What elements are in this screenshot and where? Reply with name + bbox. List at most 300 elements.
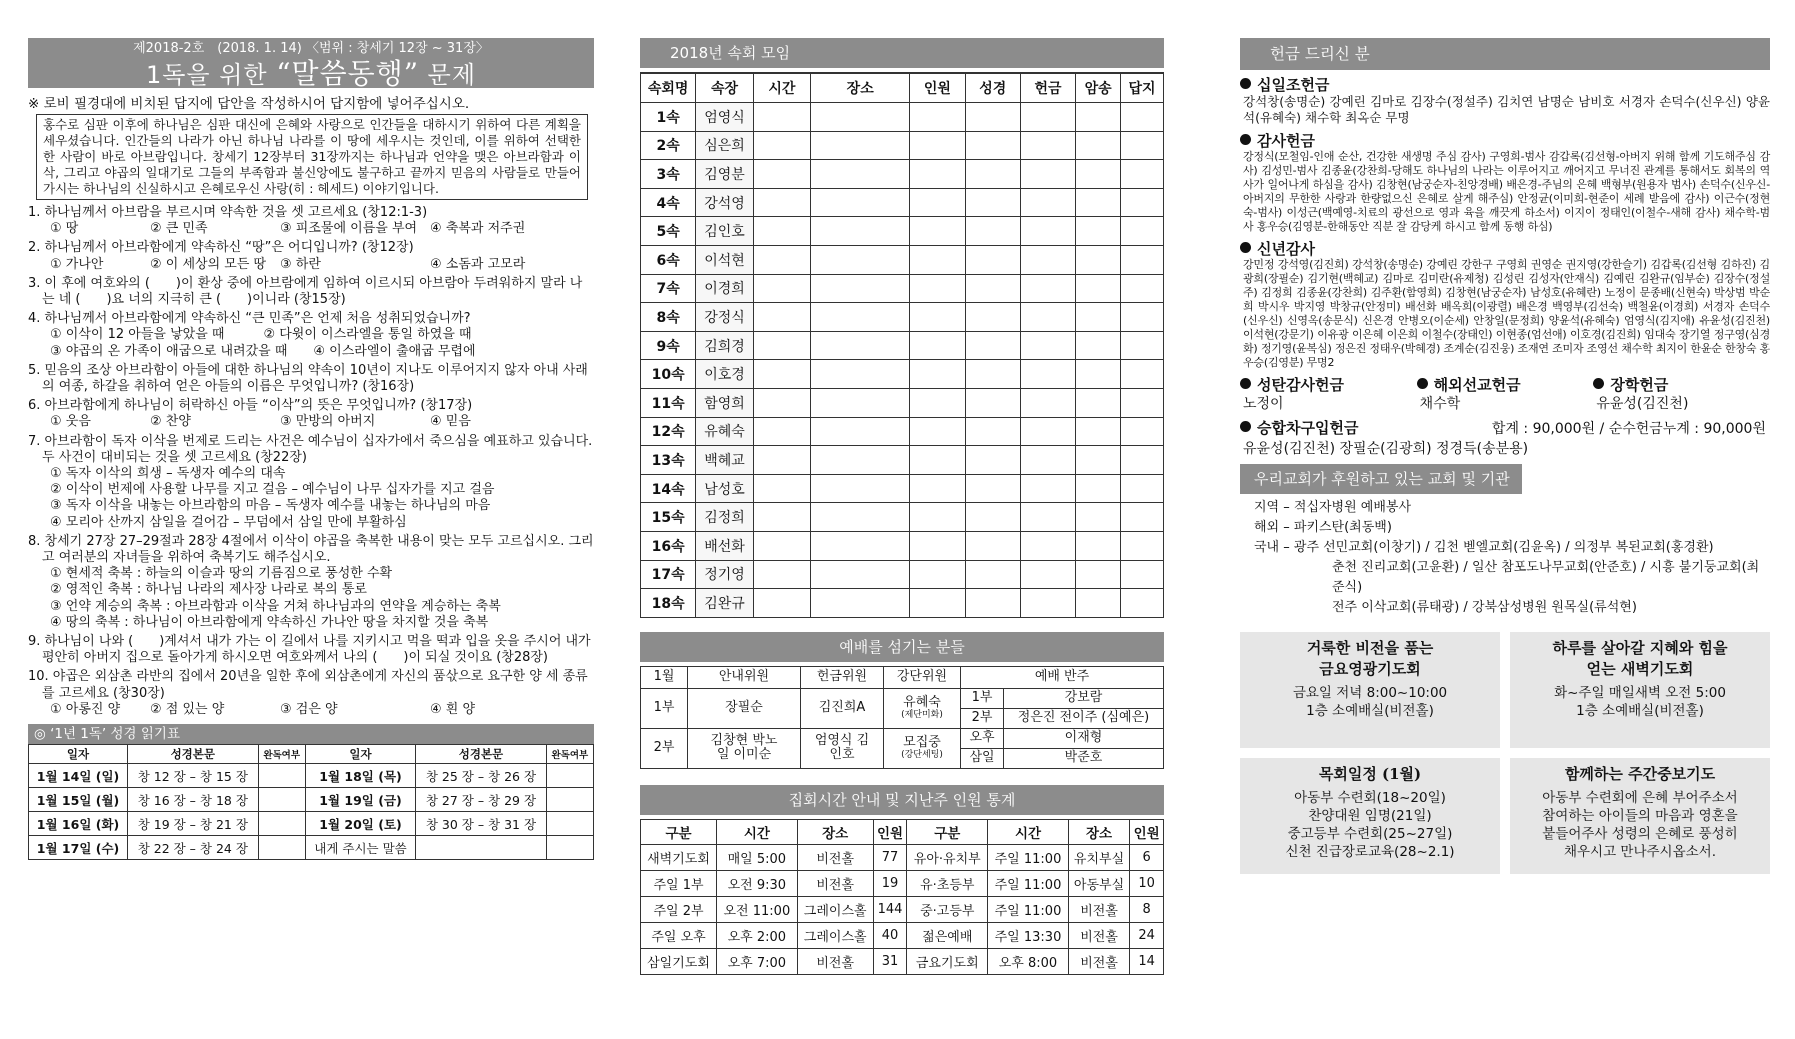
cell-blank <box>910 417 965 446</box>
attendance-cell: 비전홀 <box>797 870 873 896</box>
cell-blank <box>753 360 810 389</box>
cell-blank <box>1121 303 1164 332</box>
cell-blank <box>1076 274 1121 303</box>
bullet-icon <box>1240 134 1251 145</box>
info-box-line: 붙들어주사 성령의 은혜로 풍성히 <box>1542 826 1738 842</box>
cell-blank <box>1020 188 1075 217</box>
question-7 <box>28 434 594 531</box>
attendance-cell: 새벽기도회 <box>641 844 717 870</box>
cell-blank <box>753 245 810 274</box>
attendance-cell: 주일 2부 <box>641 896 717 922</box>
cell-leader: 함영희 <box>696 388 753 417</box>
cell-name: 7속 <box>641 274 696 303</box>
quiz-title <box>28 57 594 90</box>
reading-cell: 1월 20일 (토) <box>305 812 415 836</box>
issue-line: 제2018-2호 (2018. 1. 14) 〈범위 : 창세기 12장 ~ 31장〉 <box>28 38 594 60</box>
attendance-cell: 오후 2:00 <box>717 922 798 948</box>
attendance-cell: 그레이스홀 <box>797 922 873 948</box>
cell-blank <box>965 474 1020 503</box>
reading-cell <box>258 788 305 812</box>
reading-cell <box>546 788 593 812</box>
info-box-line: 찬양대원 임명(21일) <box>1308 808 1432 824</box>
option-1: ① 가나안 <box>50 256 104 272</box>
reading-cell: 창 19 장 – 창 21 장 <box>128 812 258 836</box>
cell-blank <box>910 503 965 532</box>
option-2: ② 이 세상의 모든 땅 <box>150 256 267 272</box>
cell-blank <box>1076 160 1121 189</box>
question-text: 8. 창세기 27장 27–29절과 28장 4절에서 이삭이 야곱을 축복한 내용이 맞는 모두 고르십시오. 그리고 여러분의 자녀들을 위하여 축복기도 해주십시오. <box>28 533 594 566</box>
info-box-body <box>1510 684 1770 720</box>
cell-blank <box>965 503 1020 532</box>
cell-blank <box>753 589 810 618</box>
cell-blank <box>1121 474 1164 503</box>
cell-blank <box>1020 360 1075 389</box>
schedule-column <box>640 38 1164 975</box>
option-line-4: ④ 모리아 산까지 삼일을 걸어감 – 무덤에서 삼일 만에 부활하심 <box>50 514 407 530</box>
cell-name: 18속 <box>641 589 696 618</box>
table-row <box>641 131 1164 160</box>
cell-blank <box>965 531 1020 560</box>
reading-head-4: 성경본문 <box>416 745 546 764</box>
attendance-cell: 유치부실 <box>1068 844 1130 870</box>
cell-blank <box>753 417 810 446</box>
cell-blank <box>811 103 910 132</box>
option-4: ④ 믿음 <box>430 414 471 430</box>
tithe-names: 강석창(송명순) 강예린 김마로 김장수(정설주) 김치연 남명순 남비호 서경자 손덕수(신우신) 양윤석(유혜숙) 채수학 최옥순 무명 <box>1243 94 1770 125</box>
cell-blank <box>910 131 965 160</box>
reading-cell: 1월 19일 (금) <box>305 788 415 812</box>
reading-cell: 1월 15일 (월) <box>29 788 128 812</box>
attendance-table <box>640 819 1164 975</box>
attendance-head-2: 장소 <box>797 819 873 844</box>
table-row <box>641 360 1164 389</box>
acc-label-2: 오후 <box>961 728 1004 748</box>
cell-head-3: 장소 <box>811 73 910 103</box>
cell-leader: 이호경 <box>696 360 753 389</box>
attendance-cell: 144 <box>873 896 907 922</box>
cell-head-4: 인원 <box>910 73 965 103</box>
attendance-cell: 아동부실 <box>1068 870 1130 896</box>
info-box-1 <box>1240 632 1500 748</box>
cell-leader: 심은희 <box>696 131 753 160</box>
cell-blank <box>1121 531 1164 560</box>
info-box-3 <box>1240 758 1500 874</box>
car-total: 합계 : 90,000원 / 순수헌금누계 : 90,000원 <box>1491 421 1766 437</box>
reading-title: ◎ ‘1년 1독’ 성경 읽기표 <box>28 724 594 744</box>
reading-cell: 창 16 장 – 창 18 장 <box>128 788 258 812</box>
cell-blank <box>910 474 965 503</box>
attendance-cell: 주일 11:00 <box>988 870 1069 896</box>
option-1: ① 땅 <box>50 221 79 237</box>
attendance-head-5: 시간 <box>988 819 1069 844</box>
cell-blank <box>910 245 965 274</box>
newyear-label: 신년감사 <box>1240 240 1770 258</box>
cell-blank <box>1020 474 1075 503</box>
attendance-cell: 비전홀 <box>1068 922 1130 948</box>
acc-name-0: 강보람 <box>1004 688 1164 708</box>
cell-blank <box>1020 331 1075 360</box>
cell-blank <box>811 589 910 618</box>
option-line-1: ① 현세적 축복 : 하늘의 이슬과 땅의 기름짐으로 풍성한 수확 <box>50 566 393 582</box>
attendance-cell: 주일 11:00 <box>988 896 1069 922</box>
attendance-head-7: 인원 <box>1130 819 1164 844</box>
info-box-line: 아동부 수련회(18~20일) <box>1294 790 1446 806</box>
cell-blank <box>1121 503 1164 532</box>
cell-blank <box>910 531 965 560</box>
cell-blank <box>1076 417 1121 446</box>
cell-blank <box>1121 131 1164 160</box>
table-row <box>641 217 1164 246</box>
table-row <box>641 331 1164 360</box>
worship-table <box>640 666 1164 769</box>
attendance-cell: 8 <box>1130 896 1164 922</box>
cell-name: 12속 <box>641 417 696 446</box>
attendance-cell: 주일 오후 <box>641 922 717 948</box>
option-3: ③ 피조물에 이름을 부여 <box>280 221 418 237</box>
altar-1-note: (제단미화) <box>901 710 943 721</box>
title-pre: 1독을 위한 <box>145 61 277 89</box>
table-row <box>641 160 1164 189</box>
cell-title: 2018년 속회 모임 <box>640 38 1164 68</box>
cell-blank <box>1020 388 1075 417</box>
offering-three <box>1240 376 1770 414</box>
table-row <box>641 844 1164 870</box>
cell-head-1: 속장 <box>696 73 753 103</box>
support-title: 우리교회가 후원하고 있는 교회 및 기관 <box>1240 464 1522 494</box>
tithe-label: 십일조헌금 <box>1240 76 1770 94</box>
info-box-title <box>1510 758 1770 785</box>
cell-leader: 유혜숙 <box>696 417 753 446</box>
scholarship-offering: 장학헌금 유윤성(김진천) <box>1593 376 1770 414</box>
acc-name-3: 박준호 <box>1004 748 1164 768</box>
altar-2 <box>884 728 961 768</box>
bullet-icon <box>1240 378 1251 389</box>
cell-name: 1속 <box>641 103 696 132</box>
info-box-body <box>1510 789 1770 861</box>
reading-head-3: 일자 <box>305 745 415 764</box>
table-row <box>641 560 1164 589</box>
info-box-title-line: 거룩한 비전을 품는 <box>1306 639 1434 657</box>
info-box-title <box>1240 758 1500 785</box>
question-options <box>28 257 594 273</box>
table-row <box>641 474 1164 503</box>
worship-title: 예배를 섬기는 분들 <box>640 632 1164 662</box>
reading-cell: 1월 14일 (일) <box>29 764 128 788</box>
option-line-3: ③ 언약 계승의 축복 : 아브라함과 이삭을 거쳐 하나님과의 연약을 계승하는 축복 <box>50 598 501 614</box>
cell-blank <box>753 446 810 475</box>
cell-blank <box>1076 446 1121 475</box>
worship-row2-guide: 김창현 박노일 이미순 <box>688 728 801 768</box>
cell-leader: 엄영식 <box>696 103 753 132</box>
cell-blank <box>1121 360 1164 389</box>
cell-blank <box>965 417 1020 446</box>
instruction: ※ 로비 필경대에 비치된 답지에 답안을 작성하시어 답지함에 넣어주십시오. <box>28 96 470 112</box>
worship-head-month: 1월 <box>641 666 688 688</box>
newyear-names: 강민정 강석영(김진희) 강석창(송명순) 강예린 강한구 구영희 권영순 권지영(강한슬기) 김갑록(김선형 김하진) 김광희(장필순) 김기현(백혜교) 김마로 김미란(유제청) 김성린 김성자(안재식) 김예린 김완규(임부순) 김장수(정설주) 김정희 김종윤(강찬희) 김주환(함영희) 김창현(남궁순자) 남성호(유혜란) 노정이 문종배(신현숙) 박상범 박순희 박시우 박지영 박창규(안정미) 배선화 배옥희(이광렬) 배은경 백영부(김선숙) 백철윤(이경희) 서경자 손덕수(신우신) 신영옥(송문식) 신은경 안병오(이순세) 안창일(문정희) 양윤석(유혜숙) 엄영식(김지애) 유윤성(김진천) 이석현(강문기) 이유광 이은혜 이은희 이철수(장태인) 이현종(엄선애) 이호경(김진희) 임대숙 장기열 정구영(심경화) 정기영(윤복심) 정은진 정태우(박혜경) 조계순(김진웅) 조재연 조미자 조영선 채수학 최지이 한윤순 한창숙 홍우승(김영분) 무명2 <box>1243 258 1770 369</box>
cell-blank <box>910 388 965 417</box>
cell-head-6: 헌금 <box>1020 73 1075 103</box>
cell-blank <box>1076 217 1121 246</box>
cell-leader: 남성호 <box>696 474 753 503</box>
option-2: ② 찬양 <box>150 414 191 430</box>
attendance-cell: 오전 9:30 <box>717 870 798 896</box>
option-line-2: ② 이삭이 번제에 사용할 나무를 지고 걸음 – 예수님이 나무 십자가를 지고 걸음 <box>50 482 495 498</box>
attendance-cell: 비전홀 <box>797 948 873 974</box>
cell-blank <box>965 160 1020 189</box>
reading-cell <box>416 836 546 860</box>
cell-leader: 강석영 <box>696 188 753 217</box>
worship-row2-label: 2부 <box>641 728 688 768</box>
cell-name: 2속 <box>641 131 696 160</box>
cell-blank <box>965 446 1020 475</box>
table-row <box>29 812 594 836</box>
attendance-cell: 비전홀 <box>797 844 873 870</box>
cell-name: 14속 <box>641 474 696 503</box>
cell-leader: 김완규 <box>696 589 753 618</box>
cell-blank <box>910 303 965 332</box>
option-2: ② 큰 민족 <box>150 221 208 237</box>
altar-1-name: 유혜숙 <box>903 695 941 711</box>
cell-blank <box>965 388 1020 417</box>
info-box-line: 참여하는 아이들의 마음과 영혼을 <box>1542 808 1738 824</box>
reading-head-1: 성경본문 <box>128 745 258 764</box>
table-row <box>29 764 594 788</box>
attendance-cell: 오후 8:00 <box>988 948 1069 974</box>
info-box-line: 신천 진급장로교육(28~2.1) <box>1285 844 1455 860</box>
cell-blank <box>1020 245 1075 274</box>
option-4: ④ 흰 양 <box>430 701 476 717</box>
cell-leader: 이석현 <box>696 245 753 274</box>
cell-blank <box>811 188 910 217</box>
cell-blank <box>1076 589 1121 618</box>
option-3: ③ 하란 <box>280 256 321 272</box>
table-row <box>641 245 1164 274</box>
cell-blank <box>1020 103 1075 132</box>
option-2: ② 점 있는 양 <box>150 701 225 717</box>
cell-blank <box>1076 503 1121 532</box>
option-line-1: ① 독자 이삭의 희생 – 독생자 예수의 대속 <box>50 466 286 482</box>
reading-cell: 창 30 장 – 창 31 장 <box>416 812 546 836</box>
bullet-icon <box>1417 378 1428 389</box>
reading-cell <box>546 812 593 836</box>
info-box-title-line: 얻는 새벽기도회 <box>1586 660 1694 678</box>
cell-blank <box>1121 217 1164 246</box>
cell-blank <box>965 188 1020 217</box>
cell-blank <box>1121 388 1164 417</box>
info-box-title <box>1510 632 1770 680</box>
cell-blank <box>753 560 810 589</box>
cell-blank <box>811 531 910 560</box>
attendance-cell: 오후 7:00 <box>717 948 798 974</box>
cell-blank <box>811 131 910 160</box>
reading-cell: 1월 16일 (화) <box>29 812 128 836</box>
cell-name: 3속 <box>641 160 696 189</box>
car-names: 유윤성(김진천) 장필순(김광희) 정경득(송분용) <box>1243 441 1529 457</box>
attendance-cell: 젊은예배 <box>907 922 988 948</box>
cell-name: 9속 <box>641 331 696 360</box>
cell-blank <box>1020 217 1075 246</box>
attendance-cell: 오전 11:00 <box>717 896 798 922</box>
cell-name: 10속 <box>641 360 696 389</box>
cell-name: 11속 <box>641 388 696 417</box>
option-1: ① 웃음 <box>50 414 91 430</box>
attendance-cell: 중·고등부 <box>907 896 988 922</box>
offering-column <box>1240 38 1770 874</box>
info-box-4 <box>1510 758 1770 874</box>
christmas-offering: 성탄감사헌금 노정이 <box>1240 376 1417 414</box>
cell-blank <box>811 160 910 189</box>
cell-blank <box>811 474 910 503</box>
cell-name: 8속 <box>641 303 696 332</box>
cell-blank <box>910 188 965 217</box>
altar-2-note: (강단세팅) <box>901 750 943 761</box>
option-4: ④ 소돔과 고모라 <box>430 256 526 272</box>
cell-blank <box>1121 589 1164 618</box>
worship-row1-guide: 장필순 <box>688 688 801 728</box>
cell-blank <box>1121 560 1164 589</box>
question-5 <box>28 363 594 395</box>
table-row <box>641 896 1164 922</box>
question-text: 3. 이 후에 여호와의 ( )이 환상 중에 아브람에게 임하여 이르시되 아브람아 두려워하지 말라 나는 네 ( )요 너의 지극히 큰 ( )이니라 (창15장) <box>28 275 583 308</box>
question-text: 5. 믿음의 조상 아브라함이 아들에 대한 하나님의 약속이 10년이 지나도 이루어지지 않자 아내 사래의 여종, 하갈을 취하여 얻은 아들의 이름은 무엇입니까? (창16장) <box>28 362 588 395</box>
cell-blank <box>753 531 810 560</box>
question-4 <box>28 311 594 360</box>
reading-cell: 창 22 장 – 창 24 장 <box>128 836 258 860</box>
table-row <box>641 188 1164 217</box>
worship-head-acc: 예배 반주 <box>961 666 1164 688</box>
cell-leader: 김희경 <box>696 331 753 360</box>
cell-name: 13속 <box>641 446 696 475</box>
info-box-line: 화~주일 매일새벽 오전 5:00 <box>1554 685 1726 701</box>
acc-label-1: 2부 <box>961 708 1004 728</box>
info-box-title-line: 함께하는 주간중보기도 <box>1564 765 1716 783</box>
attendance-cell: 금요기도회 <box>907 948 988 974</box>
attendance-cell: 주일 1부 <box>641 870 717 896</box>
cell-blank <box>910 560 965 589</box>
cell-blank <box>1076 388 1121 417</box>
info-box-line: 채우시고 만나주시옵소서. <box>1563 844 1717 860</box>
cell-blank <box>753 217 810 246</box>
cell-blank <box>753 160 810 189</box>
question-list <box>28 205 594 718</box>
altar-1 <box>884 688 961 728</box>
bullet-icon <box>1240 421 1251 432</box>
offering-title: 헌금 드리신 분 <box>1240 38 1770 70</box>
cell-blank <box>910 160 965 189</box>
cell-blank <box>1121 274 1164 303</box>
worship-row1-label: 1부 <box>641 688 688 728</box>
info-box-line: 1층 소예배실(비전홀) <box>1576 703 1704 719</box>
info-box-line: 금요일 저녁 8:00~10:00 <box>1292 685 1448 701</box>
cell-blank <box>811 503 910 532</box>
question-options <box>28 702 594 718</box>
table-row <box>641 531 1164 560</box>
cell-blank <box>811 217 910 246</box>
info-box-line: 1층 소예배실(비전홀) <box>1306 703 1434 719</box>
cell-blank <box>1121 446 1164 475</box>
cell-blank <box>1020 160 1075 189</box>
option-3: ③ 검은 양 <box>280 701 338 717</box>
cell-blank <box>910 103 965 132</box>
attendance-head-1: 시간 <box>717 819 798 844</box>
cell-blank <box>811 274 910 303</box>
reading-table <box>28 744 594 860</box>
attendance-cell: 유·초등부 <box>907 870 988 896</box>
cell-blank <box>965 303 1020 332</box>
cell-blank <box>811 417 910 446</box>
reading-head-5: 완독여부 <box>546 745 593 764</box>
cell-blank <box>910 217 965 246</box>
cell-name: 5속 <box>641 217 696 246</box>
cell-blank <box>1020 531 1075 560</box>
cell-blank <box>811 446 910 475</box>
cell-blank <box>811 331 910 360</box>
attendance-cell: 주일 13:30 <box>988 922 1069 948</box>
cell-blank <box>1121 331 1164 360</box>
bullet-icon <box>1240 78 1251 89</box>
option-4: ④ 축복과 저주권 <box>430 221 526 237</box>
question-text: 9. 하나님이 나와 ( )계셔서 내가 가는 이 길에서 나를 지키시고 먹을 떡과 입을 옷을 주시어 내가 평안히 아버지 집으로 돌아가게 하시오면 여호와께서 나의 ( )이 되실 것이요 (창28장) <box>28 634 591 666</box>
title-emphasis: “말씀동행” <box>276 57 420 90</box>
cell-blank <box>1076 331 1121 360</box>
cell-name: 15속 <box>641 503 696 532</box>
question-options <box>28 221 594 237</box>
cell-blank <box>1121 188 1164 217</box>
attendance-cell: 77 <box>873 844 907 870</box>
attendance-head-0: 구분 <box>641 819 717 844</box>
worship-head-guide: 안내위원 <box>688 666 801 688</box>
question-3 <box>28 276 594 308</box>
cell-blank <box>753 474 810 503</box>
cell-blank <box>753 503 810 532</box>
cell-blank <box>753 388 810 417</box>
info-box-body <box>1240 684 1500 720</box>
cell-head-2: 시간 <box>753 73 810 103</box>
attendance-cell: 비전홀 <box>1068 896 1130 922</box>
altar-2-name: 모집중 <box>903 735 941 751</box>
question-2 <box>28 240 594 272</box>
cell-blank <box>1076 303 1121 332</box>
cell-blank <box>1121 160 1164 189</box>
worship-head-offer: 헌금위원 <box>801 666 884 688</box>
cell-blank <box>910 274 965 303</box>
cell-blank <box>910 360 965 389</box>
intro-box: 홍수로 심판 이후에 하나님은 심판 대신에 은혜와 사랑으로 인간들을 대하시기 위하여 다른 계획을 세우셨습니다. 인간들의 나라가 아닌 하나님 나라를 이 땅에 세우시는 것인데, 이를 위하여 선택한 한 사람이 바로 아브람입니다. 창세기 12장부터 31장까지는 하나님과 언약을 맺은 아브라함과 이삭, 그리고 야곱의 일대기로 그들의 부족함과 불신앙에도 불구하고 끝까지 믿음의 사람들로 만들어 가시는 하나님의 신실하시고 은혜로우신 사랑(히 : 헤세드) 이야기입니다. <box>36 114 588 200</box>
cell-blank <box>910 446 965 475</box>
cell-blank <box>753 131 810 160</box>
cell-blank <box>1076 103 1121 132</box>
info-box-line: 중고등부 수련회(25~27일) <box>1287 826 1453 842</box>
table-row <box>641 948 1164 974</box>
option-1: ① 아롱진 양 <box>50 701 121 717</box>
cell-blank <box>965 360 1020 389</box>
bullet-icon <box>1240 242 1251 253</box>
thanks-label: 감사헌금 <box>1240 132 1770 150</box>
cell-blank <box>753 188 810 217</box>
cell-head-0: 속회명 <box>641 73 696 103</box>
option-line-3: ③ 독자 이삭을 내놓는 아브라함의 마음 – 독생자 예수를 내놓는 하나님의 마음 <box>50 498 491 514</box>
attendance-cell: 14 <box>1130 948 1164 974</box>
attendance-head-3: 인원 <box>873 819 907 844</box>
info-box-2 <box>1510 632 1770 748</box>
attendance-cell: 19 <box>873 870 907 896</box>
acc-label-0: 1부 <box>961 688 1004 708</box>
cell-head-7: 암송 <box>1076 73 1121 103</box>
reading-cell: 창 25 장 – 창 26 장 <box>416 764 546 788</box>
cell-blank <box>811 560 910 589</box>
cell-blank <box>811 388 910 417</box>
question-text: 1. 하나님께서 아브람을 부르시며 약속한 것을 셋 고르세요 (창12:1-3) <box>28 205 428 220</box>
